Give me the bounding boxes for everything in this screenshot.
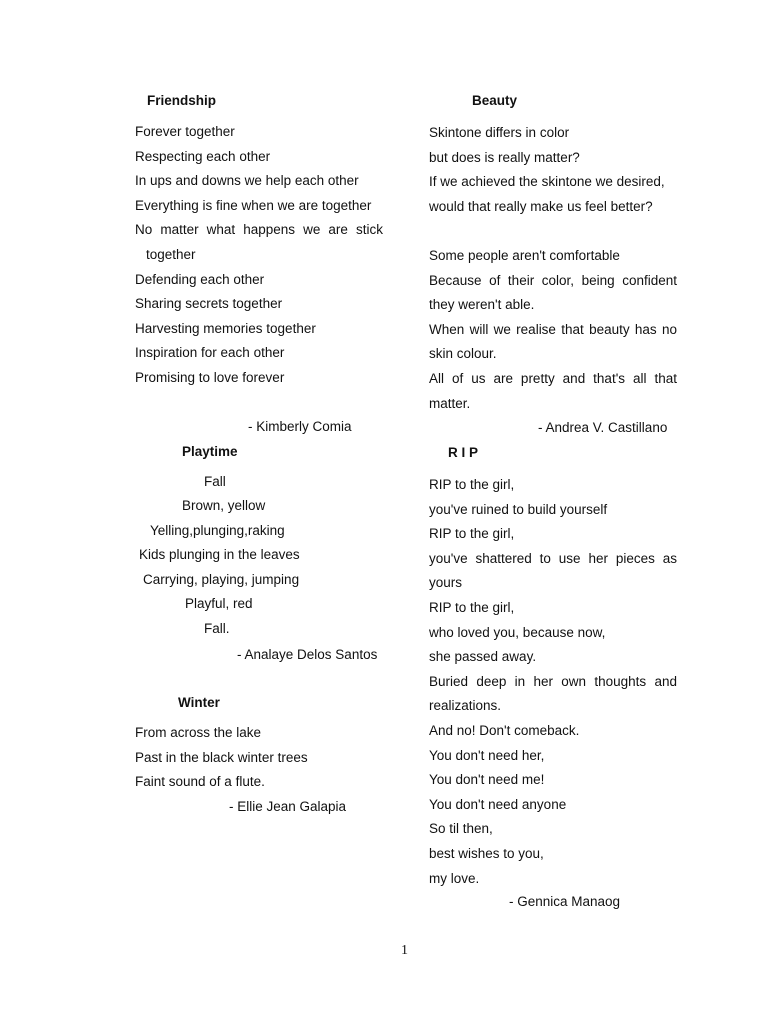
poem-line: together bbox=[146, 246, 196, 262]
poem-line: You don't need me! bbox=[429, 772, 545, 788]
poem-line: Carrying, playing, jumping bbox=[143, 572, 300, 587]
poem-line: you've shattered to use her pieces as bbox=[429, 550, 677, 566]
poem-line: Defending each other bbox=[135, 271, 265, 287]
page-number: 1 bbox=[401, 943, 408, 958]
poem-line: RIP to the girl, bbox=[429, 599, 515, 615]
poem-line: best wishes to you, bbox=[429, 845, 544, 861]
poem-line: realizations. bbox=[429, 698, 502, 714]
poem-author-rip: - Gennica Manaog bbox=[509, 894, 621, 909]
poem-line: Sharing secrets together bbox=[135, 296, 283, 312]
poem-line: RIP to the girl, bbox=[429, 526, 515, 542]
poem-line: Forever together bbox=[135, 124, 235, 139]
poem-line: Faint sound of a flute. bbox=[135, 774, 265, 790]
poem-line: matter. bbox=[429, 395, 471, 411]
poem-line: would that really make us feel better? bbox=[429, 198, 653, 214]
poem-line: No matter what happens we are stick bbox=[135, 222, 383, 238]
poem-line: skin colour. bbox=[429, 346, 497, 362]
poem-line: You don't need her, bbox=[429, 747, 545, 763]
poem-line: they weren't able. bbox=[429, 297, 535, 313]
stanza-break bbox=[429, 219, 677, 244]
poem-line: In ups and downs we help each other bbox=[135, 173, 359, 189]
poem-line: but does is really matter? bbox=[429, 149, 580, 165]
poem-line: Brown, yellow bbox=[182, 498, 266, 513]
poem-line: Kids plunging in the leaves bbox=[139, 547, 300, 562]
poem-line: If we achieved the skintone we desired, bbox=[429, 174, 665, 190]
poem-line: Harvesting memories together bbox=[135, 320, 316, 336]
poem-line: Skintone differs in color bbox=[429, 125, 570, 140]
poem-title-rip: R I P bbox=[448, 445, 479, 460]
poem-line: yours bbox=[429, 575, 463, 591]
poem-line: Because of their color, being confident bbox=[429, 272, 677, 288]
poem-title-playtime: Playtime bbox=[182, 444, 238, 459]
poem-line: Buried deep in her own thoughts and bbox=[429, 673, 677, 689]
poem-author-winter: - Ellie Jean Galapia bbox=[229, 799, 347, 814]
poem-line: my love. bbox=[429, 870, 480, 886]
poem-line: Fall bbox=[204, 474, 226, 489]
poem-line: You don't need anyone bbox=[429, 796, 567, 812]
poem-line: Everything is fine when we are together bbox=[135, 197, 372, 213]
poem-line: Inspiration for each other bbox=[135, 345, 285, 361]
poem-author-beauty: - Andrea V. Castillano bbox=[538, 420, 668, 435]
poem-line: All of us are pretty and that's all that bbox=[429, 370, 677, 386]
poem-line: you've ruined to build yourself bbox=[429, 501, 608, 517]
poem-author-friendship: - Kimberly Comia bbox=[248, 419, 352, 434]
poem-line: Yelling,plunging,raking bbox=[150, 523, 285, 538]
poem-title-friendship: Friendship bbox=[147, 93, 217, 108]
poem-author-playtime: - Analaye Delos Santos bbox=[237, 647, 378, 662]
poem-body-winter bbox=[135, 721, 383, 795]
poem-body-rip bbox=[429, 473, 677, 891]
poem-line: And no! Don't comeback. bbox=[429, 722, 580, 738]
poem-body-friendship bbox=[135, 120, 383, 391]
poem-line: she passed away. bbox=[429, 649, 537, 665]
poem-body-beauty bbox=[429, 121, 677, 416]
poem-line: Respecting each other bbox=[135, 148, 271, 164]
poem-line: Promising to love forever bbox=[135, 369, 285, 385]
poem-line: RIP to the girl, bbox=[429, 477, 515, 492]
poem-line: So til then, bbox=[429, 821, 493, 837]
poem-line: Past in the black winter trees bbox=[135, 749, 308, 765]
poem-line: Fall. bbox=[204, 621, 230, 636]
poem-line: When will we realise that beauty has no bbox=[429, 321, 677, 337]
poem-title-beauty: Beauty bbox=[472, 93, 518, 108]
poem-line: who loved you, because now, bbox=[429, 624, 606, 640]
poem-line: Some people aren't comfortable bbox=[429, 247, 620, 263]
poem-line: Playful, red bbox=[185, 596, 253, 611]
poem-line: From across the lake bbox=[135, 725, 262, 740]
poem-title-winter: Winter bbox=[178, 695, 220, 710]
